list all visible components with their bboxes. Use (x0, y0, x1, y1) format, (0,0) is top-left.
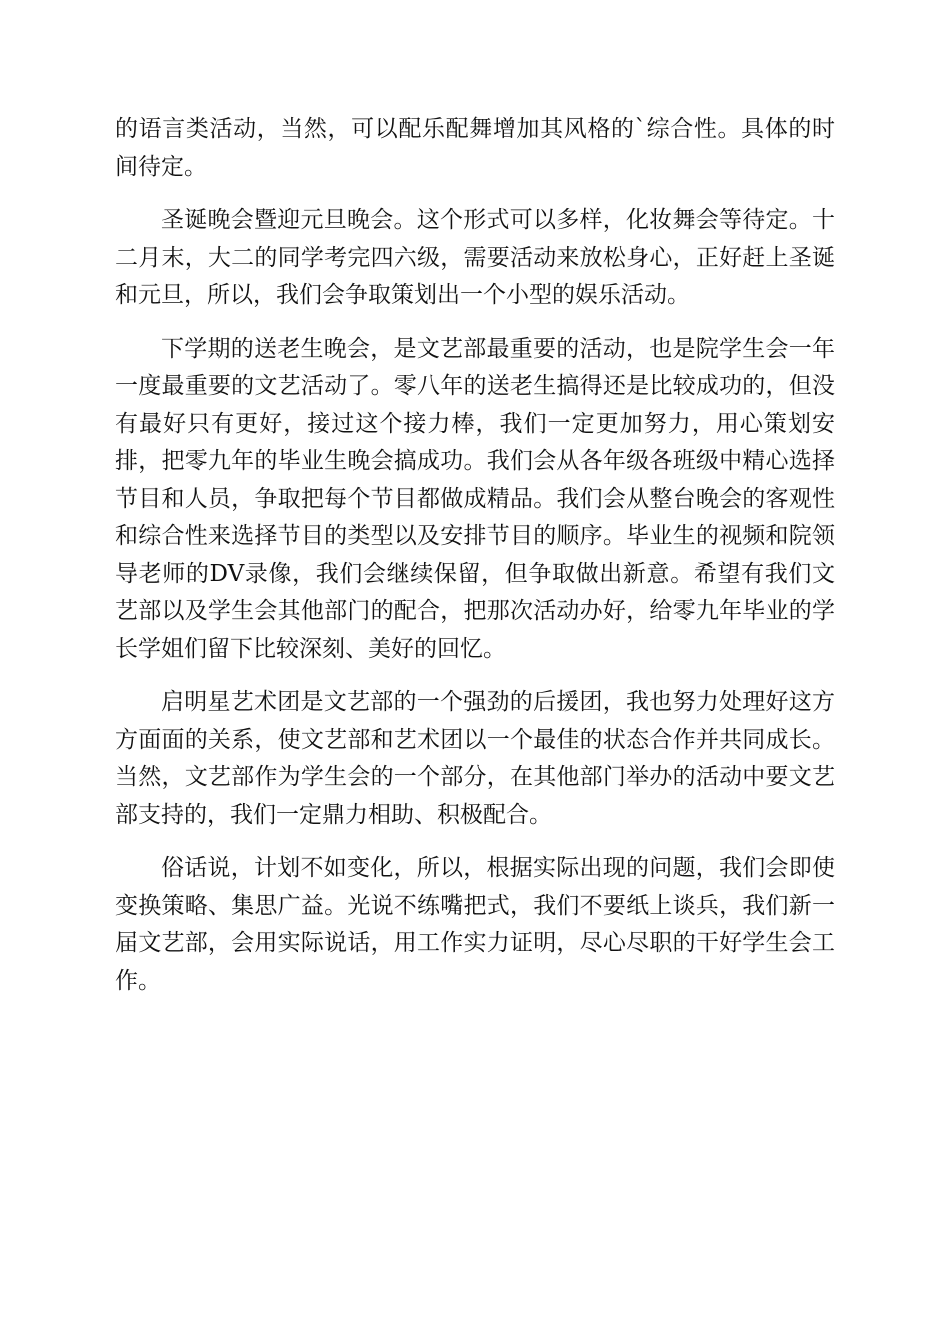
paragraph-4: 启明星艺术团是文艺部的一个强劲的后援团，我也努力处理好这方方面面的关系，使文艺部和艺术团以一个最佳的状态合作并共同成长。当然，文艺部作为学生会的一个部分，在其他部门举办的活动中要文艺部支持的，我们一定鼎力相助、积极配合。 (115, 689, 835, 828)
paragraph-3: 下学期的送老生晚会，是文艺部最重要的活动，也是院学生会一年一度最重要的文艺活动了。零八年的送老生搞得还是比较成功的，但没有最好只有更好，接过这个接力棒，我们一定更加努力，用心策划安排，把零九年的毕业生晚会搞成功。我们会从各年级各班级中精心选择节目和人员，争取把每个节目都做成精品。我们会从整台晚会的客观性和综合性来选择节目的类型以及安排节目的顺序。毕业生的视频和院领导老师的DV录像，我们会继续保留，但争取做出新意。希望有我们文艺部以及学生会其他部门的配合，把那次活动办好，给零九年毕业的学长学姐们留下比较深刻、美好的回忆。 (115, 335, 835, 662)
paragraph-2: 圣诞晚会暨迎元旦晚会。这个形式可以多样，化妆舞会等待定。十二月末，大二的同学考完四六级，需要活动来放松身心，正好赶上圣诞和元旦，所以，我们会争取策划出一个小型的娱乐活动。 (115, 207, 835, 308)
paragraph-5: 俗话说，计划不如变化，所以，根据实际出现的问题，我们会即使变换策略、集思广益。光说不练嘴把式，我们不要纸上谈兵，我们新一届文艺部，会用实际说话，用工作实力证明，尽心尽职的干好学生会工作。 (115, 855, 835, 994)
document-body (115, 111, 835, 1016)
paragraph-1: 的语言类活动，当然，可以配乐配舞增加其风格的`综合性。具体的时间待定。 (115, 116, 835, 180)
